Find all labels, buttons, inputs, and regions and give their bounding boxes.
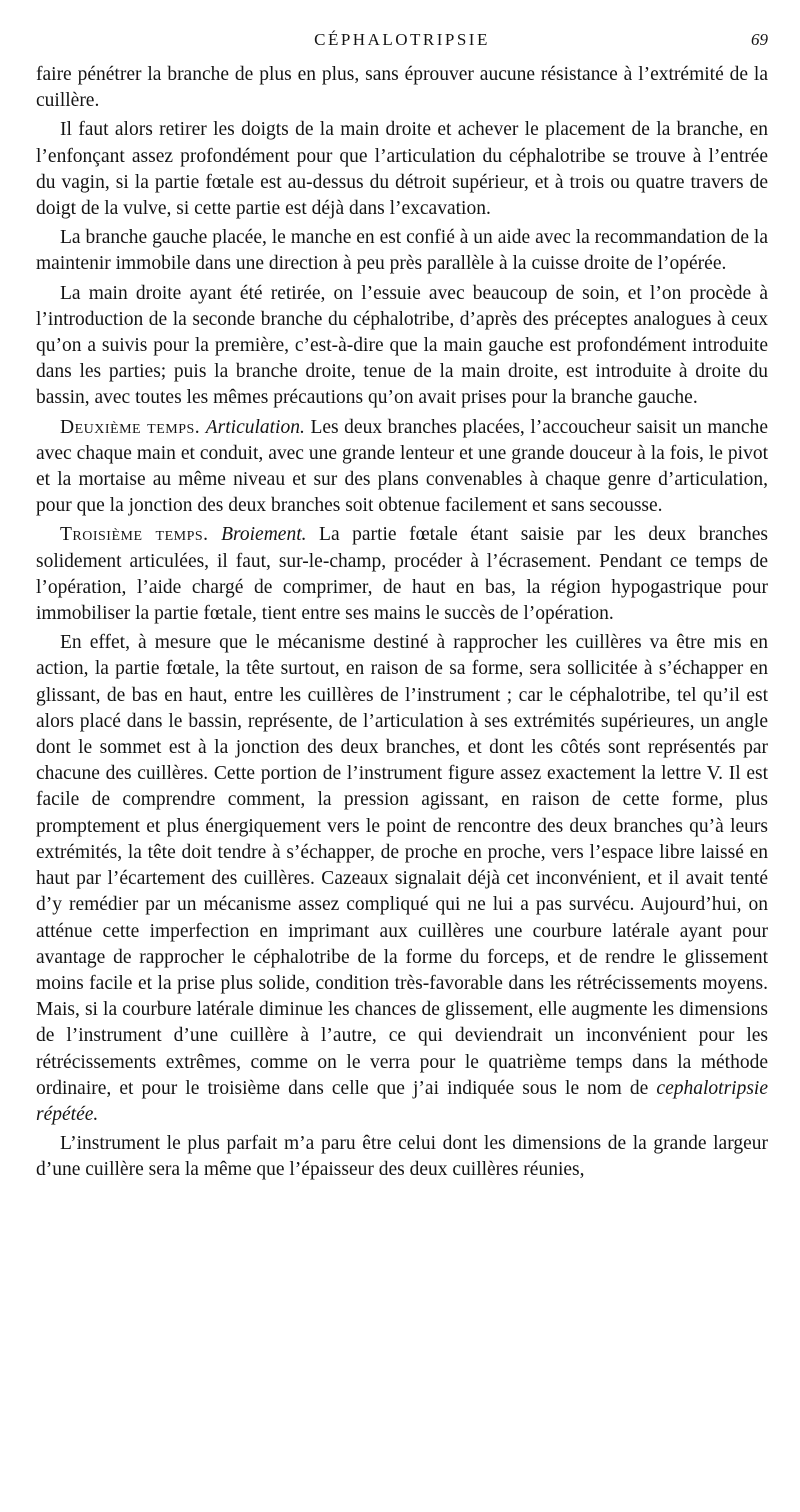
stage-heading: Broiement. xyxy=(221,524,307,546)
page-number: 69 xyxy=(751,30,768,49)
paragraph xyxy=(36,117,768,222)
paragraph xyxy=(36,281,768,412)
paragraph xyxy=(36,62,768,114)
paragraph-text: Il faut alors retirer les doigts de la main droite et achever le placement de la branche, en l’enfonçant assez profondément pour que l’articulation du céphalotribe se trouve à l’entrée du vagin, si la partie fœtale est au-dessus du détroit supérieur, et à trois ou quatre travers de doigt de la vulve, si cette partie est déjà dans l’excavation. xyxy=(36,119,768,220)
paragraph-text: L’instrument le plus parfait m’a paru être celui dont les dimensions de la grande largeur d’une cuillère sera la même que l’épaisseur des deux cuillères réunies, xyxy=(36,1133,768,1181)
stage-label: Deuxième temps. xyxy=(60,416,201,438)
paragraph-text: En effet, à mesure que le mécanisme destiné à rapprocher les cuillères va être mis en action, la partie fœtale, la tête surtout, en raison de sa forme, sera sollicitée à s’échapper en glissant, de bas en haut, entre les cuillères de l’instrument ; car le céphalotribe, tel qu’il est alors placé dans le bassin, représente, de l’articulation à ses extrémités supérieures, un angle dont le sommet est à la jonction des deux branches, et dont les côtés sont représentés par chacune des cuillères. Cette portion de l’instrument figure assez exactement la lettre V. Il est facile de comprendre comment, la pression agissant, en raison de cette forme, plus promptement et plus énergiquement vers le point de rencontre des deux branches qu’à leurs extrémités, la tête doit tendre à s’échapper, de proche en proche, vers l’espace libre laissé en haut par l’écartement des cuillères. Cazeaux signalait déjà cet inconvénient, et il avait tenté d’y remédier par un mécanisme assez compliqué qui ne lui a pas survécu. Aujourd’hui, on atténue cette imperfection en imprimant aux cuillères une courbure latérale ayant pour avantage de rapprocher le céphalotribe de la forme du forceps, et de rendre le glissement moins facile et la prise plus solide, condition très-favorable dans les rétrécissements moyens. Mais, si la courbure latérale diminue les chances de glissement, elle augmente les dimensions de l’instrument d’une cuillère à l’autre, ce qui deviendrait un inconvénient pour les rétrécissements extrêmes, comme on le verra pour le quatrième temps dans la méthode ordinaire, et pour le troisième dans celle que j’ai indiquée sous le nom de xyxy=(36,632,768,1099)
body-text xyxy=(36,62,768,1187)
paragraph-text: faire pénétrer la branche de plus en plus, sans éprouver aucune résistance à l’extrémité de la cuillère. xyxy=(36,64,768,112)
running-header xyxy=(36,30,768,54)
paragraph-second-stage xyxy=(36,415,768,520)
paragraph-text: La branche gauche placée, le manche en est confié à un aide avec la recommandation de la maintenir immobile dans une direction à peu près parallèle à la cuisse droite de l’opérée. xyxy=(36,227,768,275)
paragraph-text: Les deux branches placées, l’accoucheur saisit un manche avec chaque main et conduit, avec une grande lenteur et une grande douceur à la fois, le pivot et la mortaise au même niveau et sur des plans convenables à chaque genre d’articulation, pour que la jonction des deux branches soit obtenue facilement et sans secousse. xyxy=(36,416,768,517)
stage-label: Troisième temps. xyxy=(60,524,209,546)
paragraph xyxy=(36,630,768,1128)
running-title: CÉPHALOTRIPSIE xyxy=(314,30,490,49)
paragraph-text: La partie fœtale étant saisie par les deux branches solidement articulées, il faut, sur-le-champ, procéder à l’écrasement. Pendant ce temps de l’opération, l’aide chargé de comprimer, de haut en bas, la région hypogastrique pour immobiliser la partie fœtale, tient entre ses mains le succès de l’opération. xyxy=(36,524,769,625)
italic-term: cephalotripsie répétée. xyxy=(36,1077,768,1125)
stage-heading: Articulation. xyxy=(205,416,305,438)
paragraph-text: La main droite ayant été retirée, on l’essuie avec beaucoup de soin, et l’on procède à l’introduction de la seconde branche du céphalotribe, d’après des préceptes analogues à ceux qu’on a suivis pour la première, c’est-à-dire que la main gauche est profondément introduite dans les parties; puis la branche droite, tenue de la main droite, est introduite à droite du bassin, avec toutes les mêmes précautions qu’on avait prises pour la branche gauche. xyxy=(36,282,768,409)
paragraph-third-stage xyxy=(36,522,768,627)
paragraph xyxy=(36,1131,768,1183)
paragraph xyxy=(36,225,768,277)
